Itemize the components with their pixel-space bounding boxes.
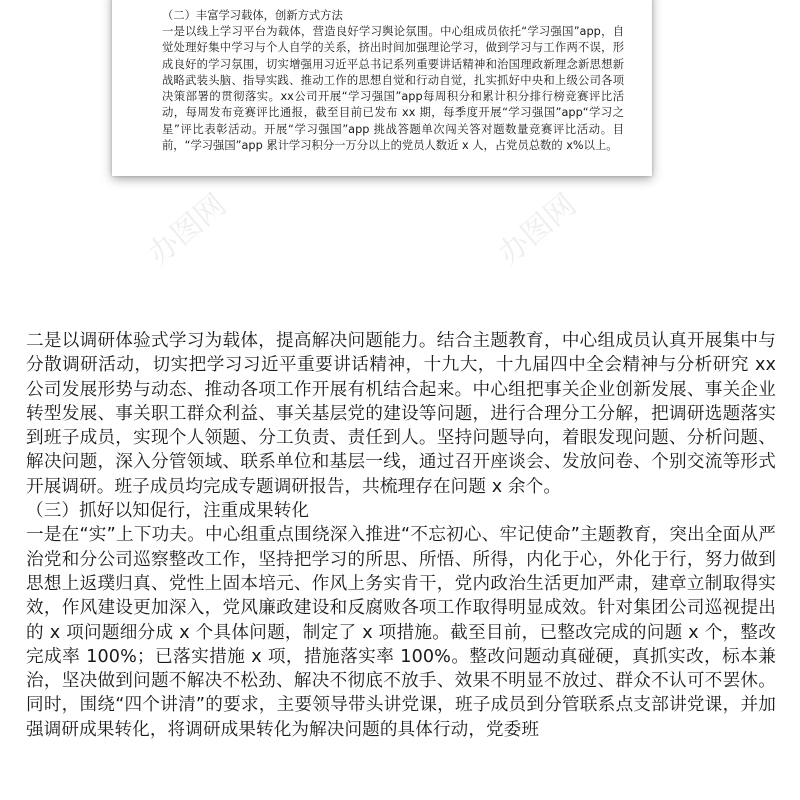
preview-content	[112, 0, 652, 154]
paragraph-practical-work: 一是在“实”上下功夫。中心组重点围绕深入推进“不忘初心、牢记使命”主题教育，突出全面从严治党和分公司巡察整改工作，坚持把学习的所思、所悟、所得，内化于心，外化于行，努力做到思想上返璞归真、党性上固本培元、作风上务实肯干，党内政治生活更加严肃，建章立制取得实效，作风建设更加深入，党风廉政建设和反腐败各项工作取得明显成效。针对集团公司巡视提出的 x 项问题细分成 x 个具体问题，制定了 x 项措施。截至目前，已整改完成的问题 x 个，整改完成率 100%；已落实措施 x 项，措施落实率 100%。整改问题动真碰硬，真抓实改，标本兼治，坚决做到问题不解决不松劲、解决不彻底不放手、效果不明显不放过、群众不认可不罢休。同时，围绕“四个讲清”的要求，主要领导带头讲党课，班子成员到分管联系点支部讲党课，并加强调研成果转化，将调研成果转化为解决问题的具体行动，党委班	[26, 525, 776, 740]
watermark-left: 办图网	[141, 187, 233, 273]
main-document-body	[26, 329, 776, 742]
preview-section-heading: （二）丰富学习载体，创新方式方法	[162, 9, 343, 22]
section-heading-3: （三）抓好以知促行，注重成果转化	[26, 501, 310, 522]
watermark-right: 办图网	[491, 187, 583, 273]
preview-paragraph: 一是以线上学习平台为载体，营造良好学习舆论氛围。中心组成员依托“学习强国”app，自觉处理好集中学习与个人自学的关系，挤出时间加强理论学习，做到学习与工作两不误，形成良好的学习氛围，切实增强用习近平总书记系列重要讲话精神和治国理政新理念新思想新战略武装头脑、指导实践、推动工作的思想自觉和行动自觉，扎实抓好中央和上级公司各项决策部署的贯彻落实。xx公司开展“学习强国”app每周积分和累计积分排行榜竞赛评比活动，每周发布竞赛评比通报，截至目前已发布 xx 期，每季度开展“学习强国”app“学习之星”评比表彰活动。开展“学习强国”app 挑战答题单次闯关答对题数量竞赛评比活动。目前，“学习强国”app 累计学习积分一万分以上的党员人数近 x 人，占党员总数的 x%以上。	[162, 25, 624, 153]
document-preview-card	[112, 0, 652, 176]
paragraph-research-learning: 二是以调研体验式学习为载体，提高解决问题能力。结合主题教育，中心组成员认真开展集中与分散调研活动，切实把学习习近平重要讲话精神，十九大，十九届四中全会精神与分析研究 xx 公司发展形势与动态、推动各项工作开展有机结合起来。中心组把事关企业创新发展、事关企业转型发展、事关职工群众利益、事关基层党的建设等问题，进行合理分工分解，把调研选题落实到班子成员，实现个人领题、分工负责、责任到人。坚持问题导向，着眼发现问题、分析问题、解决问题，深入分管领域、联系单位和基层一线，通过召开座谈会、发放问卷、个别交流等形式开展调研。班子成员均完成专题调研报告，共梳理存在问题 x 余个。	[26, 331, 776, 497]
